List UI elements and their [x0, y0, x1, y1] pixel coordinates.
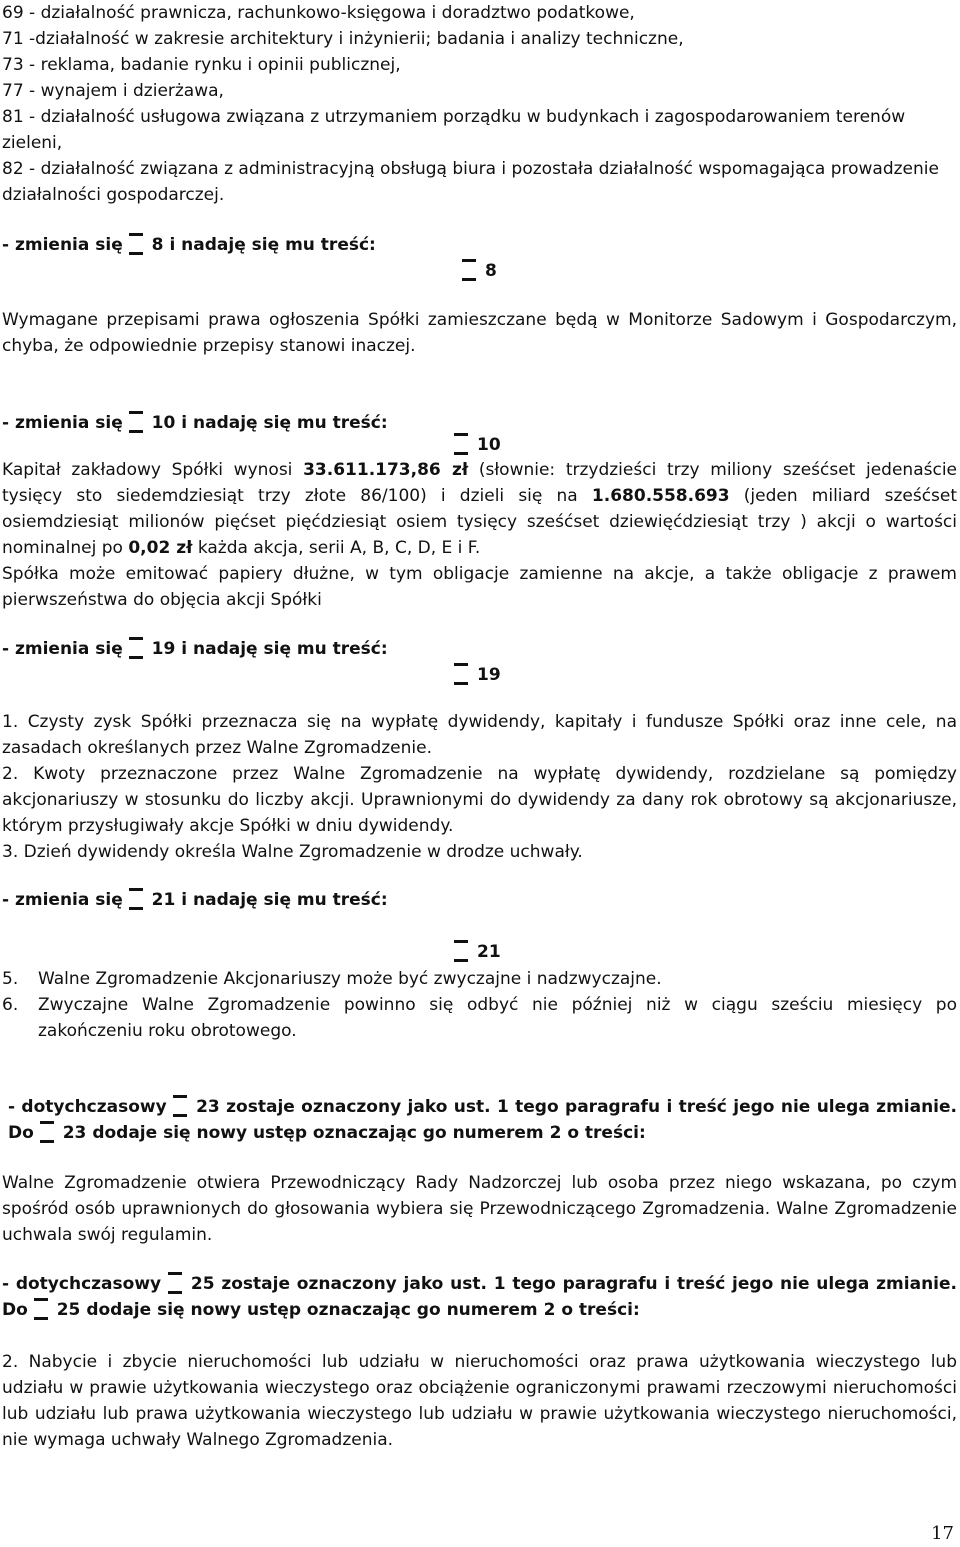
page-number: 17 — [931, 1523, 954, 1544]
section-sign-icon — [173, 1095, 187, 1117]
share-capital-text: Kapitał zakładowy Spółki wynosi 33.611.173,86 zł (słownie: trzydzieści trzy miliony sześćset jedenaście tysięcy sto siedemdziesiąt trzy złote 86/100) i dzieli się na 1.680.558.693 (jeden miliard sześćset osiemdziesiąt milionów pięćset pięćdziesiąt osiem tysięcy sześćset dziewięćdziesiąt trzy ) akcji o wartości nominalnej po 0,02 zł każda akcja, serii A, B, C, D, E i F. — [2, 460, 958, 558]
activity-line: 81 - działalność usługowa związana z utrzymaniem porządku w budynkach i zagospodarowaniem terenów zieleni, — [2, 107, 906, 153]
paragraph-text: Walne Zgromadzenie otwiera Przewodniczący Rady Nadzorczej lub osoba przez niego wskazana, po czym spośród osób uprawnionych do głosowania wybiera się Przewodniczącego Zgromadzenia. Walne Zgromadzenie uchwala swój regulamin. — [2, 1173, 957, 1245]
amendment-intro: - dotychczasowy 25 zostaje oznaczony jako ust. 1 tego paragrafu i treść jego nie ulega zmianie. Do 25 dodaje się nowy ustęp oznaczając go numerem 2 o treści: — [2, 1274, 957, 1320]
section-sign-icon — [462, 259, 476, 281]
amendment-intro: - zmienia się 19 i nadaję się mu treść: — [2, 639, 388, 659]
section-sign-icon — [129, 411, 143, 433]
list-item: 5. Walne Zgromadzenie Akcjonariuszy może być zwyczajne i nadzwyczajne. — [2, 969, 662, 989]
activity-line: 73 - reklama, badanie rynku i opinii publicznej, — [2, 55, 401, 75]
paragraph-heading: 10 — [454, 432, 501, 458]
section-sign-icon — [129, 637, 143, 659]
list-item: 1. Czysty zysk Spółki przeznacza się na wypłatę dywidendy, kapitały i fundusze Spółki oraz inne cele, na zasadach określanych przez Walne Zgromadzenie. — [2, 712, 957, 758]
section-sign-icon — [454, 433, 468, 455]
activity-line: 77 - wynajem i dzierżawa, — [2, 81, 224, 101]
section-sign-icon — [129, 233, 143, 255]
section-sign-icon — [40, 1121, 54, 1143]
paragraph-heading: 21 — [454, 939, 501, 965]
paragraph-text: Wymagane przepisami prawa ogłoszenia Spółki zamieszczane będą w Monitorze Sadowym i Gospodarczym, chyba, że odpowiednie przepisy stanowi inaczej. — [2, 310, 957, 356]
amendment-intro: - zmienia się 8 i nadaję się mu treść: — [2, 235, 376, 255]
amendment-intro: - zmienia się 21 i nadaję się mu treść: — [2, 890, 388, 910]
section-sign-icon — [454, 663, 468, 685]
amendment-intro: - zmienia się 10 i nadaję się mu treść: — [2, 413, 388, 433]
list-item: 2. Kwoty przeznaczone przez Walne Zgromadzenie na wypłatę dywidendy, rozdzielane są pomiędzy akcjonariuszy w stosunku do liczby akcji. Uprawnionymi do dywidendy za dany rok obrotowy są akcjonariusze, którym przysługiwały akcje Spółki w dniu dywidendy. — [2, 764, 957, 836]
list-item: 3. Dzień dywidendy określa Walne Zgromadzenie w drodze uchwały. — [2, 842, 583, 862]
activity-line: 71 -działalność w zakresie architektury i inżynierii; badania i analizy techniczne, — [2, 29, 684, 49]
list-item: 6. Zwyczajne Walne Zgromadzenie powinno się odbyć nie później niż w ciągu sześciu miesięcy po zakończeniu roku obrotowego. — [2, 995, 957, 1041]
section-sign-icon — [454, 940, 468, 962]
amendment-intro: - dotychczasowy 23 zostaje oznaczony jako ust. 1 tego paragrafu i treść jego nie ulega zmianie. Do 23 dodaje się nowy ustęp oznaczając go numerem 2 o treści: — [8, 1097, 957, 1143]
section-sign-icon — [34, 1298, 48, 1320]
section-sign-icon — [129, 888, 143, 910]
paragraph-heading: 19 — [454, 662, 501, 688]
activity-line: 69 - działalność prawnicza, rachunkowo-księgowa i doradztwo podatkowe, — [2, 3, 635, 23]
activity-line: 82 - działalność związana z administracyjną obsługą biura i pozostała działalność wspomagająca prowadzenie działalności gospodarczej. — [2, 159, 939, 205]
paragraph-heading: 8 — [462, 258, 497, 284]
paragraph-text: Spółka może emitować papiery dłużne, w tym obligacje zamienne na akcje, a także obligacje z prawem pierwszeństwa do objęcia akcji Spółki — [2, 564, 957, 610]
paragraph-text: 2. Nabycie i zbycie nieruchomości lub udziału w nieruchomości oraz prawa użytkowania wieczystego lub udziału w prawie użytkowania wieczystego oraz obciążenie ograniczonymi prawami rzeczowymi nieruchomości lub udziału lub prawa użytkowania wieczystego lub udziału w prawie użytkowania wieczystego nieruchomości, nie wymaga uchwały Walnego Zgromadzenia. — [2, 1352, 957, 1450]
section-sign-icon — [168, 1272, 182, 1294]
